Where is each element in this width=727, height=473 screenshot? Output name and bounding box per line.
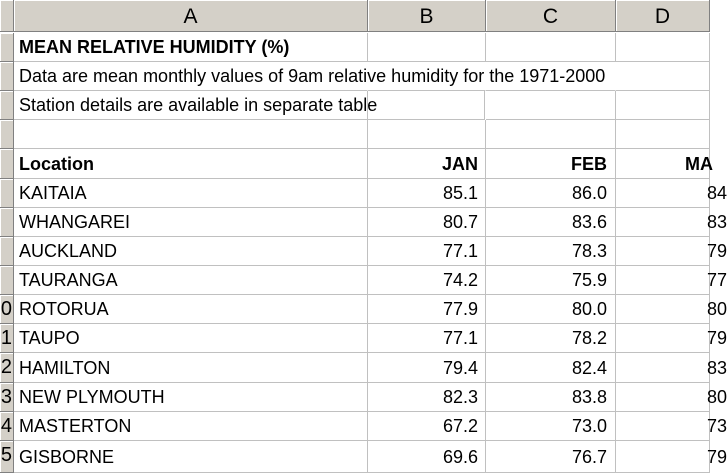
jan-cell[interactable]: 85.1 [368, 179, 486, 208]
cell[interactable] [616, 33, 710, 62]
jan-cell[interactable]: 69.6 [368, 441, 486, 473]
cell[interactable] [368, 33, 486, 62]
column-header-a[interactable]: A [14, 0, 368, 32]
mar-cell[interactable]: 80 [616, 295, 710, 324]
column-header-b[interactable]: B [368, 0, 486, 32]
jan-cell[interactable]: 77.1 [368, 324, 486, 353]
feb-cell[interactable]: 76.7 [486, 441, 616, 473]
row-header[interactable] [0, 208, 14, 237]
feb-cell[interactable]: 75.9 [486, 266, 616, 295]
location-cell[interactable]: ROTORUA [14, 295, 368, 324]
location-cell[interactable]: TAUPO [14, 324, 368, 353]
cell[interactable] [367, 91, 485, 120]
cell[interactable] [616, 91, 710, 120]
feb-cell[interactable]: 86.0 [486, 179, 616, 208]
feb-cell[interactable]: 83.6 [486, 208, 616, 237]
row-header[interactable] [0, 33, 14, 62]
row-header[interactable]: 2 [0, 353, 14, 383]
row-header[interactable] [0, 149, 14, 179]
row-header[interactable] [0, 62, 14, 91]
feb-cell[interactable]: 80.0 [486, 295, 616, 324]
mar-cell[interactable]: 79 [616, 441, 710, 473]
location-cell[interactable]: TAURANGA [14, 266, 368, 295]
mar-cell[interactable]: 84 [616, 179, 710, 208]
select-all-corner[interactable] [0, 0, 14, 32]
row-header[interactable]: 3 [0, 383, 14, 412]
feb-cell[interactable]: 78.3 [486, 237, 616, 266]
row-header[interactable] [0, 179, 14, 208]
mar-cell[interactable]: 80 [616, 383, 710, 412]
cell[interactable] [14, 120, 368, 149]
table-row [14, 295, 727, 324]
table-row [14, 412, 727, 441]
row-header[interactable]: 1 [0, 324, 14, 353]
location-header[interactable]: Location [14, 149, 368, 179]
note-cell[interactable]: Data are mean monthly values of 9am relative humidity for the 1971-2000 [14, 62, 368, 91]
mar-cell[interactable]: 77 [616, 266, 710, 295]
jan-cell[interactable]: 67.2 [368, 412, 486, 441]
location-cell[interactable]: WHANGAREI [14, 208, 368, 237]
jan-cell[interactable]: 77.1 [368, 237, 486, 266]
sheet-row [14, 91, 710, 120]
jan-cell[interactable]: 74.2 [368, 266, 486, 295]
jan-cell[interactable]: 82.3 [368, 383, 486, 412]
table-row [14, 266, 727, 295]
header-row [14, 149, 713, 179]
row-header[interactable]: 0 [0, 295, 14, 324]
cell[interactable] [616, 62, 710, 91]
cell[interactable] [486, 120, 616, 149]
location-cell[interactable]: KAITAIA [14, 179, 368, 208]
sheet-row [14, 33, 710, 62]
feb-cell[interactable]: 73.0 [486, 412, 616, 441]
mar-cell[interactable]: 83 [616, 208, 710, 237]
row-header[interactable] [0, 120, 14, 149]
row-header[interactable] [0, 237, 14, 266]
feb-cell[interactable]: 78.2 [486, 324, 616, 353]
location-cell[interactable]: HAMILTON [14, 353, 368, 383]
feb-cell[interactable]: 82.4 [486, 353, 616, 383]
jan-header[interactable]: JAN [368, 149, 486, 179]
cell[interactable] [486, 91, 616, 120]
column-header-d[interactable]: D [616, 0, 710, 32]
table-row [14, 237, 727, 266]
location-cell[interactable]: AUCKLAND [14, 237, 368, 266]
location-cell[interactable]: GISBORNE [14, 441, 368, 473]
row-header[interactable] [0, 266, 14, 295]
mar-cell[interactable]: 79 [616, 324, 710, 353]
sheet-row [14, 62, 710, 91]
table-row [14, 441, 727, 473]
cell[interactable] [616, 120, 710, 149]
mar-cell[interactable]: 79 [616, 237, 710, 266]
row-header[interactable]: 4 [0, 412, 14, 441]
row-header[interactable] [0, 91, 14, 120]
table-row [14, 179, 727, 208]
row-header[interactable]: 5 [0, 441, 14, 473]
sheet-row [14, 120, 710, 149]
table-row [14, 383, 727, 412]
column-header-c[interactable]: C [486, 0, 616, 32]
location-cell[interactable]: MASTERTON [14, 412, 368, 441]
cell[interactable] [368, 120, 486, 149]
feb-header[interactable]: FEB [486, 149, 616, 179]
table-row [14, 208, 727, 237]
table-row [14, 324, 727, 353]
feb-cell[interactable]: 83.8 [486, 383, 616, 412]
mar-header[interactable]: MA [616, 149, 710, 179]
jan-cell[interactable]: 77.9 [368, 295, 486, 324]
cell[interactable] [486, 33, 616, 62]
location-cell[interactable]: NEW PLYMOUTH [14, 383, 368, 412]
jan-cell[interactable]: 80.7 [368, 208, 486, 237]
jan-cell[interactable]: 79.4 [368, 353, 486, 383]
note-cell[interactable]: Station details are available in separate table [14, 91, 368, 120]
mar-cell[interactable]: 83 [616, 353, 710, 383]
table-row [14, 353, 727, 383]
mar-cell[interactable]: 73 [616, 412, 710, 441]
title-cell[interactable]: MEAN RELATIVE HUMIDITY (%) [14, 33, 368, 62]
